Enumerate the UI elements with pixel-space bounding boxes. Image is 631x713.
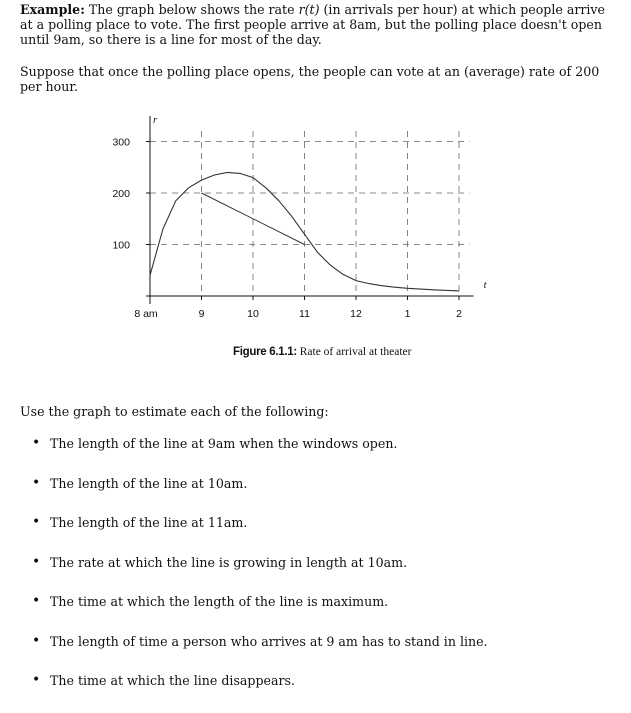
x-tick-label: 9 [198,308,205,320]
y-tick-label: 100 [112,239,130,252]
x-tick-label: 12 [350,308,362,320]
instructions: Use the graph to estimate each of the following: [20,404,329,419]
x-axis-label: t [483,280,487,291]
figure-label: Figure 6.1.1: [233,346,297,358]
figure-caption [233,346,411,358]
rate-chart [0,0,631,340]
question-item: • The time at which the length of the line is maximum. [32,594,488,634]
x-tick-label: 11 [299,308,310,320]
figure-text: Rate of arrival at theater [296,346,412,358]
x-tick-label: 1 [404,308,411,320]
question-item: • The length of the line at 10am. [32,476,488,516]
example-function: r(t) [298,2,320,17]
y-tick-label: 200 [112,188,130,200]
x-tick-label: 8 am [134,308,158,320]
suppose-paragraph: Suppose that once the polling place opens, the people can vote at an (average) rate of 200 per hour. [20,64,600,94]
example-text-b: (in arrivals per hour) at which people arrive at a polling place to vote. The first people arrive at 8am, but the polling place doesn't open until 9am, so there is a line for most of the day. [20,2,605,47]
example-text-a: The graph below shows the rate [84,2,299,17]
x-tick-label: 10 [247,308,259,320]
example-label: Example: [20,2,85,17]
question-item: • The time at which the line disappears. [32,673,488,713]
question-list [32,436,488,713]
question-item: • The length of the line at 11am. [32,515,488,555]
y-tick-label: 300 [112,136,130,149]
x-tick-label: 2 [456,308,462,320]
y-axis-label: r [153,115,158,127]
question-item: • The rate at which the line is growing in length at 10am. [32,555,488,595]
question-item: • The length of the line at 9am when the windows open. [32,436,488,476]
question-item: • The length of time a person who arrives at 9 am has to stand in line. [32,634,488,674]
